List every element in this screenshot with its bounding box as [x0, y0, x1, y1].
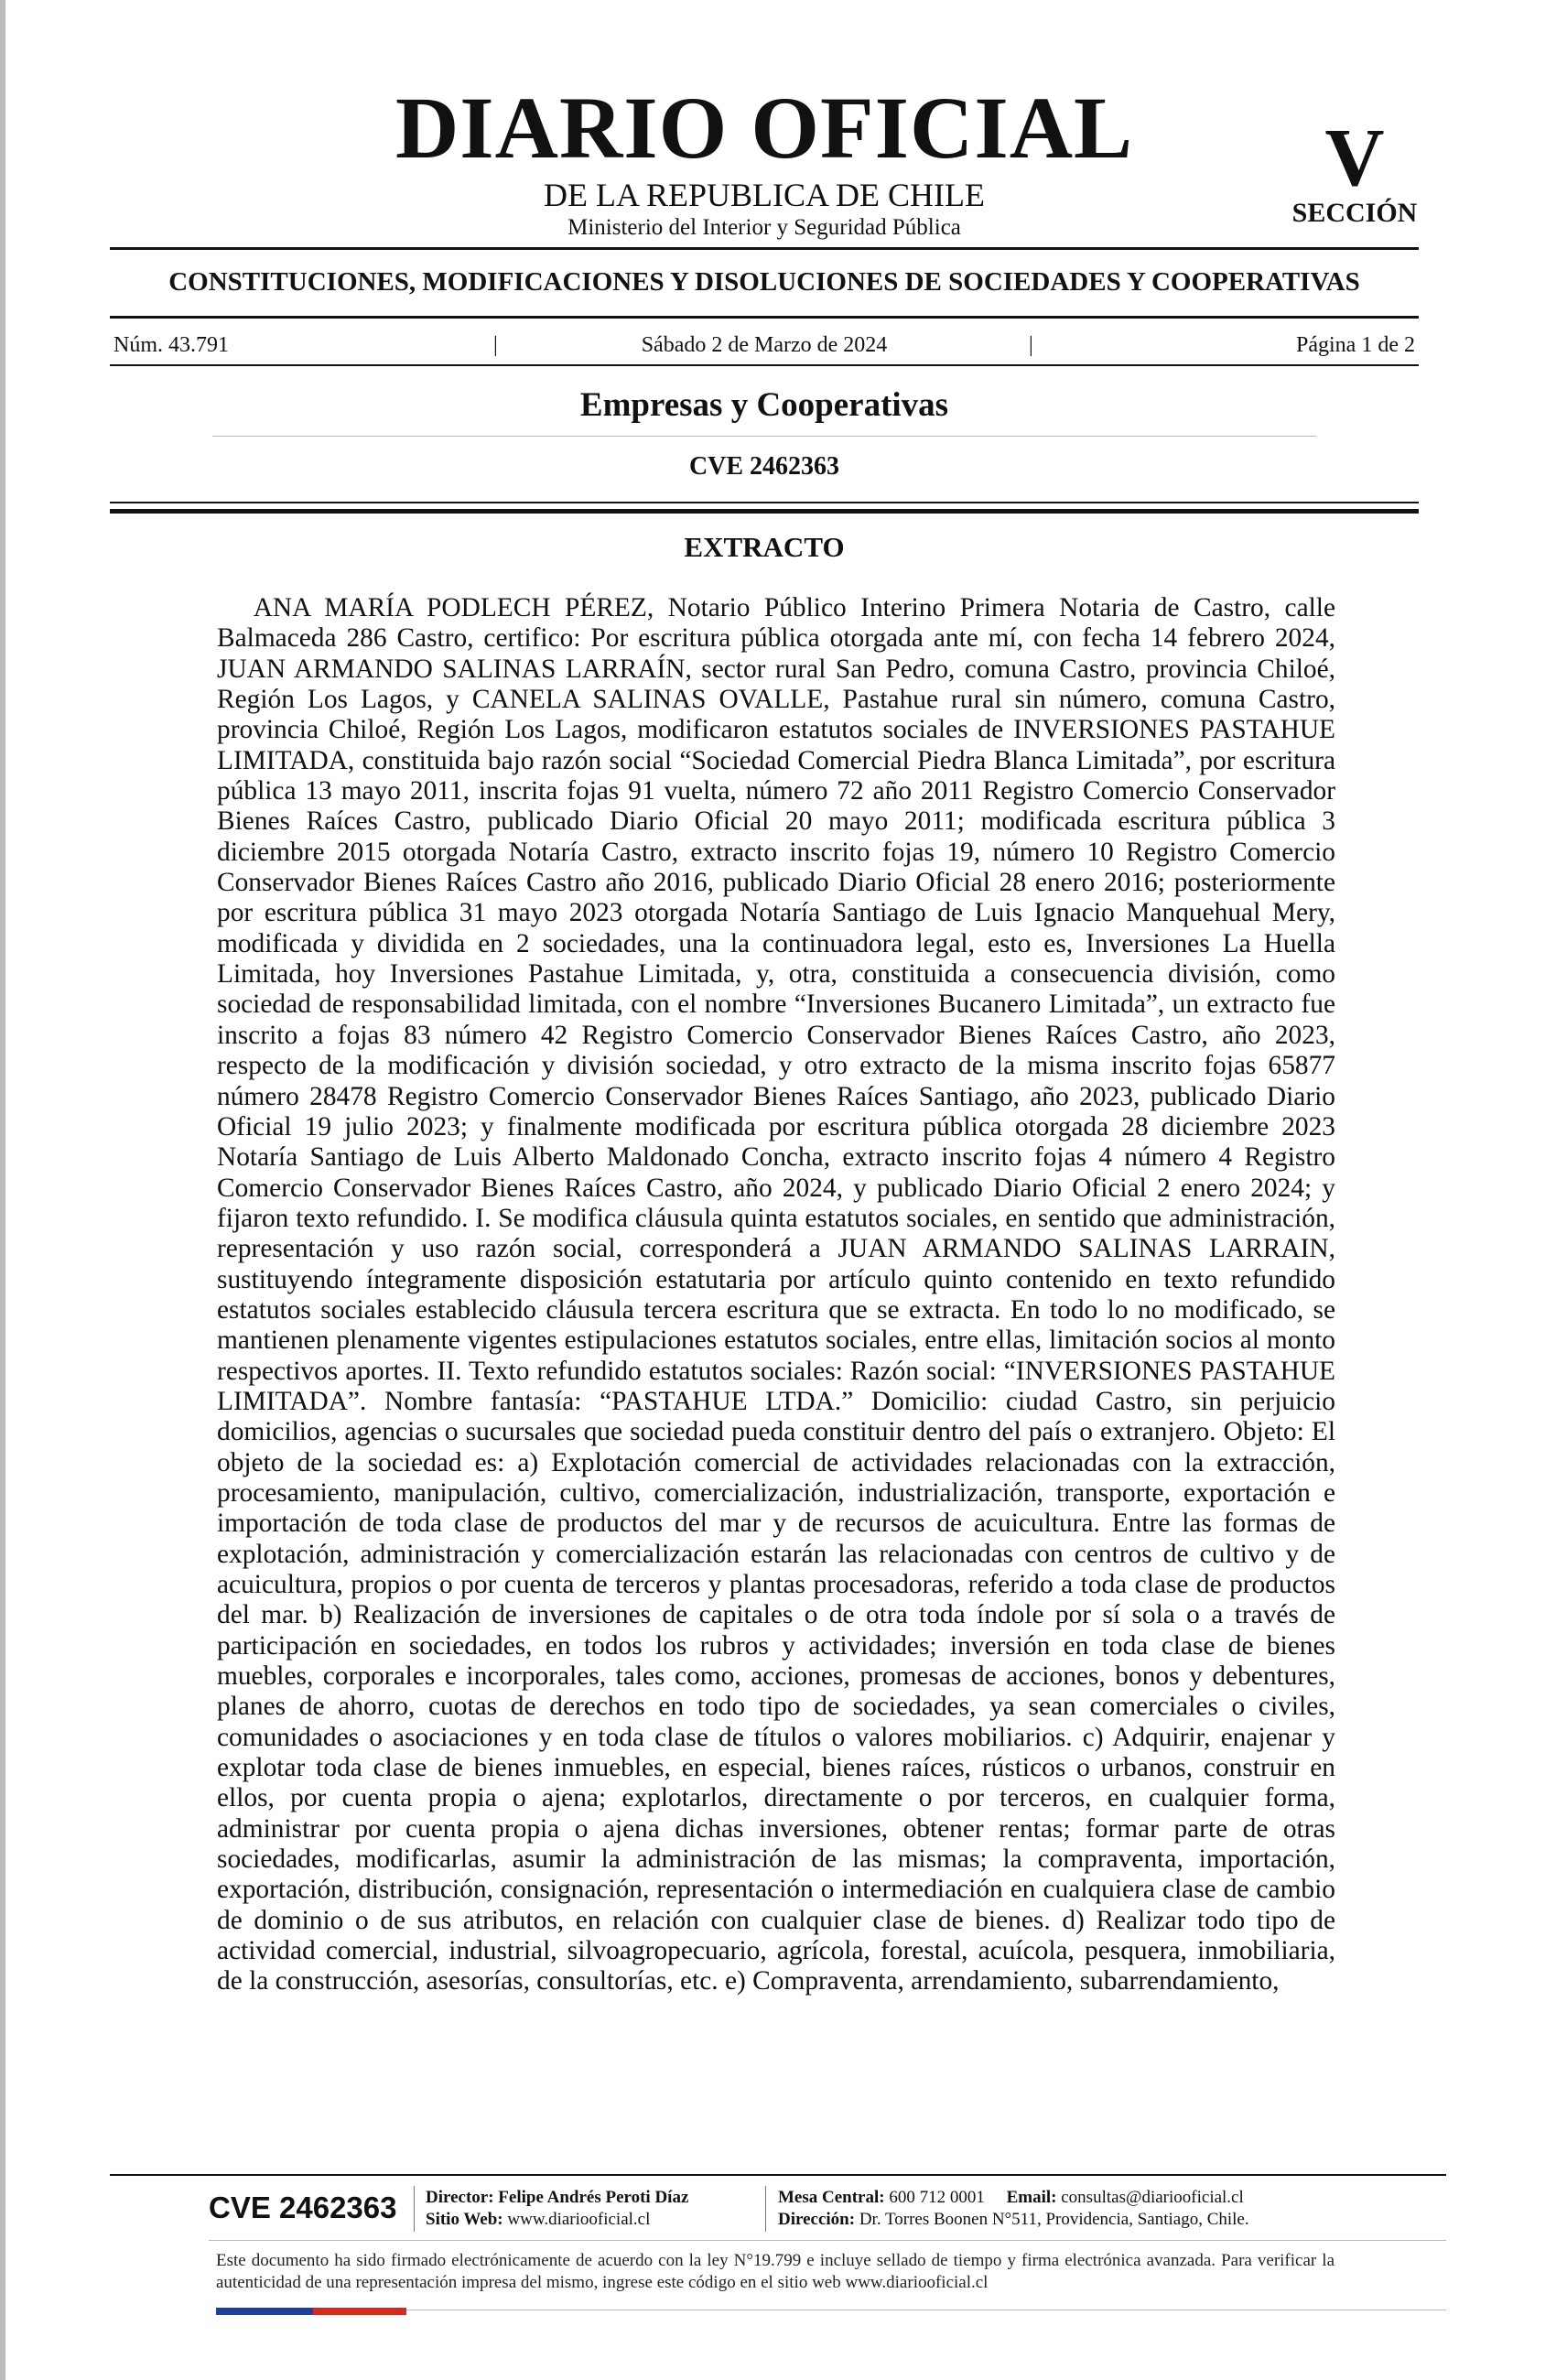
divider: [110, 247, 1419, 250]
divider: [110, 316, 1419, 319]
divider: [212, 436, 1316, 437]
email-link[interactable]: consultas@diariooficial.cl: [1061, 2188, 1244, 2207]
divider: [110, 502, 1419, 503]
website-link[interactable]: www.diariooficial.cl: [507, 2210, 651, 2229]
page-count: Página 1 de 2: [1296, 333, 1415, 357]
footer-separator: [765, 2186, 766, 2232]
director-name: Felipe Andrés Peroti Díaz: [498, 2188, 689, 2207]
masthead-ministry: Ministerio del Interior y Seguridad Pública: [567, 215, 961, 240]
issue-info-row: [110, 331, 1419, 359]
issue-date: Sábado 2 de Marzo de 2024: [641, 333, 888, 357]
footer-divider: [110, 2174, 1446, 2176]
flag-stripe-red: [313, 2308, 406, 2315]
footer-separator: [414, 2186, 415, 2232]
footer-address: [778, 2209, 1249, 2231]
phone-number: 600 712 0001: [889, 2188, 985, 2207]
masthead-subtitle: DE LA REPUBLICA DE CHILE: [544, 177, 985, 213]
divider: [110, 509, 1419, 514]
footer-website: [426, 2209, 650, 2231]
section-number: V: [1324, 113, 1385, 203]
separator-bar: |: [1029, 333, 1033, 357]
category-heading: CONSTITUCIONES, MODIFICACIONES Y DISOLUCIONES DE SOCIEDADES Y COOPERATIVAS: [168, 267, 1360, 297]
phone-label: Mesa Central:: [778, 2188, 885, 2207]
footer-contact: [778, 2187, 1244, 2209]
director-label: Director:: [426, 2188, 494, 2207]
footer-director: [426, 2187, 688, 2209]
page-edge-shadow: [0, 0, 5, 2380]
extract-title: EXTRACTO: [684, 531, 845, 563]
footer-divider: [209, 2240, 1446, 2241]
section-label: SECCIÓN: [1291, 198, 1418, 228]
cve-code: CVE 2462363: [688, 452, 840, 481]
email-label: Email:: [1006, 2188, 1057, 2207]
address-label: Dirección:: [778, 2210, 856, 2229]
issue-number: Núm. 43.791: [113, 333, 229, 357]
footer-legal-notice: Este documento ha sido firmado electrónicamente de acuerdo con la ley N°19.799 e incluye sellado de tiempo y firma electrónica avanzada. Para verificar la autenticidad de una representación impresa del mismo, ingrese este código en el sitio web www.diariooficial.cl: [216, 2251, 1334, 2292]
body-text: ANA MARÍA PODLECH PÉREZ, Notario Público Interino Primera Notaria de Castro, calle Balmaceda 286 Castro, certifico: Por escritura pública otorgada ante mí, con fecha 14 febrero 2024, JUAN ARMANDO SALINAS LARRAÍN, sector rural San Pedro, comuna Castro, provincia Chiloé, Región Los Lagos, y CANELA SALINAS OVALLE, Pastahue rural sin número, comuna Castro, provincia Chiloé, Región Los Lagos, modificaron estatutos sociales de INVERSIONES PASTAHUE LIMITADA, constituida bajo razón social “Sociedad Comercial Piedra Blanca Limitada”, por escritura pública 13 mayo 2011, inscrita fojas 91 vuelta, número 72 año 2011 Registro Comercio Conservador Bienes Raíces Castro, publicado Diario Oficial 20 mayo 2011; modificada escritura pública 3 diciembre 2015 otorgada Notaría Castro, extracto inscrito fojas 19, número 10 Registro Comercio Conservador Bienes Raíces Castro año 2016, publicado Diario Oficial 28 enero 2016; posteriormente por escritura pública 31 mayo 2023 otorgada Notaría Santiago de Luis Ignacio Manquehual Mery, modificada y dividida en 2 sociedades, una la continuadora legal, esto es, Inversiones La Huella Limitada, hoy Inversiones Pastahue Limitada, y, otra, constituida a consecuencia división, como sociedad de responsabilidad limitada, con el nombre “Inversiones Bucanero Limitada”, un extracto fue inscrito a fojas 83 número 42 Registro Comercio Conservador Bienes Raíces Castro, año 2023, respecto de la modificación y división sociedad, y otro extracto de la misma inscrito fojas 65877 número 28478 Registro Comercio Conservador Bienes Raíces Santiago, año 2023, publicado Diario Oficial 19 julio 2023; y finalmente modificada por escritura pública otorgada 28 diciembre 2023 Notaría Santiago de Luis Alberto Maldonado Concha, extracto inscrito fojas 4 número 4 Registro Comercio Conservador Bienes Raíces Castro, año 2024, y publicado Diario Oficial 2 enero 2024; y fijaron texto refundido. I. Se modifica cláusula quinta estatutos sociales, en sentido que administración, representación y uso razón social, corresponderá a JUAN ARMANDO SALINAS LARRAIN, sustituyendo íntegramente disposición estatutaria por artículo quinto contenido en texto refundido estatutos sociales establecido cláusula tercera escritura que se extracta. En todo lo no modificado, se mantienen plenamente vigentes estipulaciones estatutos sociales, entre ellas, limitación socios al monto respectivos aportes. II. Texto refundido estatutos sociales: Razón social: “INVERSIONES PASTAHUE LIMITADA”. Nombre fantasía: “PASTAHUE LTDA.” Domicilio: ciudad Castro, sin perjuicio domicilios, agencias o sucursales que sociedad pueda constituir dentro del país o extranjero. Objeto: El objeto de la sociedad es: a) Explotación comercial de actividades relacionadas con la extracción, procesamiento, manipulación, cultivo, comercialización, industrialización, transporte, exportación e importación de toda clase de productos del mar y de recursos de acuicultura. Entre las formas de explotación, administración y comercialización estarán las relacionadas con centros de cultivo y de acuicultura, propios o por cuenta de terceros y plantas procesadoras, referido a toda clase de productos del mar. b) Realización de inversiones de capitales o de otra toda índole por sí sola o a través de participación en sociedades, en todos los rubros y actividades; inversión en toda clase de bienes muebles, corporales e incorporales, tales como, acciones, promesas de acciones, bonos y debentures, planes de ahorro, cuotas de derechos en todo tipo de sociedades, ya sean comerciales o civiles, comunidades o asociaciones y en toda clase de títulos o valores mobiliarios. c) Adquirir, enajenar y explotar toda clase de bienes inmuebles, en especial, bienes raíces, rústicos o urbanos, construir en ellos, por cuenta propia o ajena; explotarlos, directamente o por terceros, en cualquier forma, administrar por cuenta propia o ajena dichas inversiones, obtener rentas; formar parte de otras sociedades, modificarlas, asumir la administración de las mismas; la compraventa, importación, exportación, distribución, consignación, representación o intermediación en cualquiera clase de cambio de dominio o de sus atributos, en relación con cualquier clase de bienes. d) Realizar todo tipo de actividad comercial, industrial, silvoagropecuario, agrícola, forestal, acuícola, pesquera, inmobiliaria, de la construcción, asesorías, consultorías, etc. e) Compraventa, arrendamiento, subarrendamiento,: [217, 593, 1335, 1996]
masthead-title: DIARIO OFICIAL: [394, 79, 1134, 177]
website-label: Sitio Web:: [426, 2210, 503, 2229]
flag-stripe-blue: [216, 2308, 313, 2315]
divider: [110, 364, 1419, 366]
address-value: Dr. Torres Boonen N°511, Providencia, Santiago, Chile.: [859, 2210, 1249, 2229]
separator-bar: |: [493, 333, 498, 357]
section-heading: Empresas y Cooperativas: [579, 386, 949, 424]
footer-cve-code: CVE 2462363: [209, 2191, 397, 2224]
